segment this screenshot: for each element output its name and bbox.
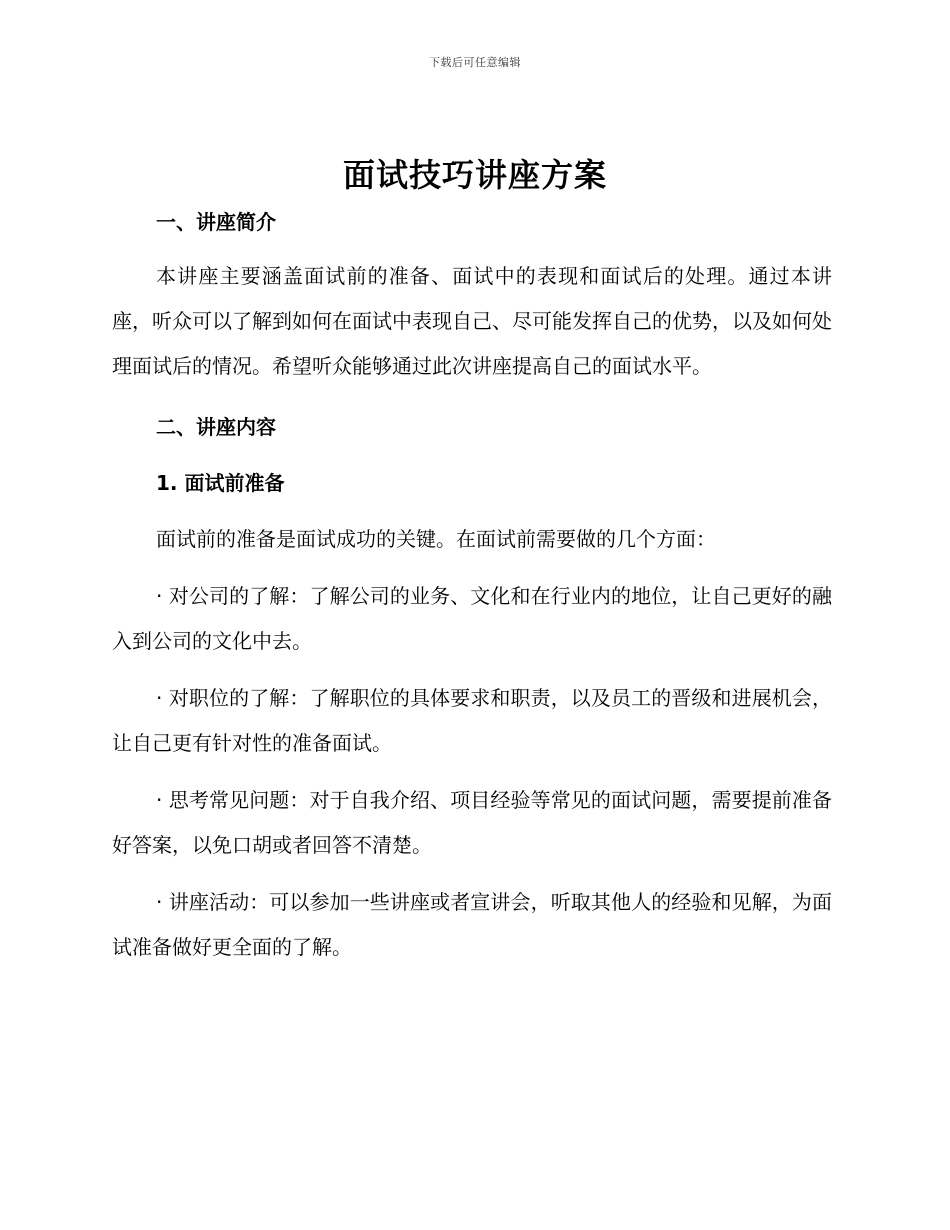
preparation-intro-paragraph: 面试前的准备是面试成功的关键。在面试前需要做的几个方面： xyxy=(156,527,716,551)
bullet-item-position: · 对职位的了解：了解职位的具体要求和职责，以及员工的晋级和进展机会，让自己更有针对性的准备面试。 xyxy=(112,686,832,755)
header-note: 下载后可任意编辑 xyxy=(429,56,521,69)
section-heading-intro: 一、讲座简介 xyxy=(156,210,276,234)
document-title: 面试技巧讲座方案 xyxy=(342,156,607,194)
subsection-heading-preparation: 1. 面试前准备 xyxy=(156,471,285,495)
bullet-item-activities: · 讲座活动：可以参加一些讲座或者宣讲会，听取其他人的经验和见解，为面试准备做好更全面的了解。 xyxy=(112,890,832,959)
bullet-item-company: · 对公司的了解：了解公司的业务、文化和在行业内的地位，让自己更好的融入到公司的文化中去。 xyxy=(112,584,832,653)
document-body xyxy=(112,204,832,970)
section-heading-content: 二、讲座内容 xyxy=(156,415,276,439)
bullet-item-questions: · 思考常见问题：对于自我介绍、项目经验等常见的面试问题，需要提前准备好答案，以免口胡或者回答不清楚。 xyxy=(112,788,832,857)
intro-paragraph: 本讲座主要涵盖面试前的准备、面试中的表现和面试后的处理。通过本讲座，听众可以了解到如何在面试中表现自己、尽可能发挥自己的优势，以及如何处理面试后的情况。希望听众能够通过此次讲座提高自己的面试水平。 xyxy=(112,264,832,378)
